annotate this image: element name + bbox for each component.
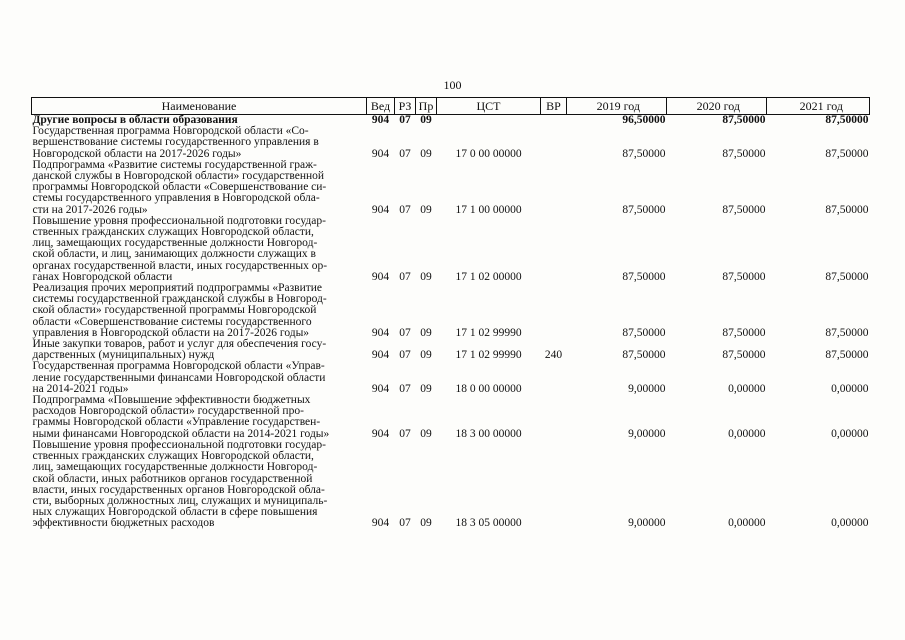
row-pr: 09	[420, 147, 432, 160]
row-2021: 87,50000	[825, 203, 869, 216]
row-name-line: Повышение уровня профессиональной подготовки государ-	[32, 438, 326, 451]
row-ved: 904	[371, 147, 390, 160]
row-2021: 87,50000	[825, 114, 869, 126]
row-name-line: ственных гражданских служащих Новгородской области,	[32, 450, 314, 463]
row-name-line: стемы государственного управления в Новгородской обла-	[32, 192, 320, 205]
row-rz: 07	[399, 270, 411, 283]
row-name-line: сти, выборных должностных лиц, служащих и муниципаль-	[32, 494, 328, 507]
row-name	[32, 160, 367, 216]
row-vr	[541, 126, 567, 160]
row-2021: 0,00000	[831, 427, 869, 440]
table-row	[32, 440, 870, 530]
row-rz: 07	[399, 349, 411, 362]
row-2020: 87,50000	[722, 326, 766, 339]
row-2021: 0,00000	[831, 382, 869, 395]
header-2021: 2021 год	[767, 98, 870, 115]
row-rz: 07	[399, 114, 411, 126]
table-row	[32, 126, 870, 160]
row-pr: 09	[420, 427, 432, 440]
row-cst: 18 3 00 00000	[455, 427, 522, 440]
row-rz: 07	[399, 382, 411, 395]
row-name-line: ганах Новгородской области	[32, 270, 173, 283]
row-name-line: Другие вопросы в области образования	[32, 114, 238, 126]
row-2020: 87,50000	[722, 114, 766, 126]
table-row	[32, 160, 870, 216]
table-row	[32, 361, 870, 395]
table-row	[32, 395, 870, 440]
row-name-line: на 2014-2021 годы»	[32, 382, 129, 395]
row-name	[32, 361, 367, 395]
row-pr: 09	[420, 203, 432, 216]
row-pr: 09	[420, 326, 432, 339]
row-cst: 17 1 02 00000	[455, 270, 522, 283]
row-name-line: системы государственной гражданской службы в Новгород-	[32, 293, 327, 306]
header-rz: РЗ	[395, 98, 416, 115]
table-body	[32, 115, 870, 530]
row-vr	[541, 361, 567, 395]
table-row	[32, 283, 870, 339]
row-name-line: ных служащих Новгородской области в сфере повышения	[32, 506, 318, 519]
row-name	[32, 216, 367, 283]
row-ved: 904	[371, 326, 390, 339]
header-2019: 2019 год	[567, 98, 667, 115]
row-pr: 09	[420, 114, 432, 126]
header-ved: Вед	[367, 98, 395, 115]
row-2020: 0,00000	[728, 517, 766, 530]
row-name-line: граммы Новгородской области «Управление государствен-	[32, 416, 321, 429]
row-pr: 09	[420, 349, 432, 362]
row-name-line: Повышение уровня профессиональной подготовки государ-	[32, 214, 326, 227]
row-vr	[541, 283, 567, 339]
row-ved: 904	[371, 349, 390, 362]
row-2019: 96,50000	[622, 114, 666, 126]
row-2020: 0,00000	[728, 382, 766, 395]
row-name-line: ственных гражданских служащих Новгородской области,	[32, 226, 314, 239]
row-2021: 87,50000	[825, 349, 869, 362]
row-cst: 18 0 00 00000	[455, 382, 522, 395]
row-vr	[541, 160, 567, 216]
budget-table	[31, 97, 870, 530]
row-2020: 87,50000	[722, 270, 766, 283]
row-name-line: Подпрограмма «Развитие системы государственной граж-	[32, 158, 317, 171]
table-row	[32, 216, 870, 283]
row-name-line: сти на 2017-2026 годы»	[32, 203, 148, 216]
row-2019: 87,50000	[622, 349, 666, 362]
row-pr: 09	[420, 382, 432, 395]
row-rz: 07	[399, 326, 411, 339]
row-name	[32, 283, 367, 339]
row-name-line: эффективности бюджетных расходов	[32, 517, 215, 530]
row-2020: 87,50000	[722, 203, 766, 216]
table-row	[32, 339, 870, 361]
row-pr: 09	[420, 270, 432, 283]
page-number: 100	[443, 78, 462, 92]
row-2019: 9,00000	[628, 427, 666, 440]
row-cst: 17 0 00 00000	[455, 147, 522, 160]
row-name-line: Государственная программа Новгородской области «Со-	[32, 125, 309, 138]
row-name-line: ской области, иных работников органов государственной	[32, 472, 313, 485]
row-ved: 904	[371, 517, 390, 530]
row-pr: 09	[420, 517, 432, 530]
row-vr: 240	[544, 349, 563, 362]
row-name-line: управления в Новгородской области на 2017-2026 годы»	[32, 326, 310, 339]
row-name-line: ской области, и лиц, занимающих должности служащих в	[32, 248, 316, 261]
row-name-line: ными финансами Новгородской области на 2014-2021 годы»	[32, 427, 330, 440]
row-2021: 87,50000	[825, 147, 869, 160]
row-name-line: вершенствование системы государственного управления в	[32, 136, 319, 149]
row-name	[32, 395, 367, 440]
row-rz: 07	[399, 427, 411, 440]
row-vr	[541, 395, 567, 440]
row-rz: 07	[399, 203, 411, 216]
row-name-line: Реализация прочих мероприятий подпрограммы «Развитие	[32, 282, 323, 295]
row-2019: 9,00000	[628, 517, 666, 530]
row-name-line: данской службы в Новгородской области» государственной	[32, 170, 325, 183]
row-2020: 87,50000	[722, 147, 766, 160]
row-cst: 17 1 02 99990	[455, 349, 522, 362]
row-2019: 9,00000	[628, 382, 666, 395]
row-name-line: области «Совершенствование системы государственного	[32, 315, 312, 328]
row-ved: 904	[371, 270, 390, 283]
header-pr: Пр	[416, 98, 437, 115]
row-2020: 0,00000	[728, 427, 766, 440]
row-cst	[437, 115, 541, 127]
row-name	[32, 126, 367, 160]
row-name-line: лиц, замещающих государственные должности Новгород-	[32, 461, 318, 474]
row-name-line: Иные закупки товаров, работ и услуг для обеспечения госу-	[32, 338, 327, 351]
row-ved: 904	[371, 203, 390, 216]
row-2021: 87,50000	[825, 270, 869, 283]
row-name-line: программы Новгородской области «Совершенствование си-	[32, 181, 327, 194]
row-2019: 87,50000	[622, 147, 666, 160]
row-vr	[541, 440, 567, 530]
header-cst: ЦСТ	[437, 98, 541, 115]
row-rz: 07	[399, 517, 411, 530]
row-name	[32, 440, 367, 530]
row-2020: 87,50000	[722, 349, 766, 362]
row-name-line: Новгородской области на 2017-2026 годы»	[32, 147, 242, 160]
row-ved: 904	[371, 114, 390, 126]
row-2019: 87,50000	[622, 203, 666, 216]
header-name: Наименование	[32, 98, 367, 115]
row-vr	[541, 216, 567, 283]
row-ved: 904	[371, 382, 390, 395]
row-cst: 17 1 02 99990	[455, 326, 522, 339]
row-vr	[541, 115, 567, 127]
row-name-line: ской области» государственной программы Новгородской	[32, 304, 317, 317]
header-2020: 2020 год	[667, 98, 767, 115]
row-name-line: Подпрограмма «Повышение эффективности бюджетных	[32, 394, 311, 407]
table-header-row	[32, 98, 870, 115]
row-cst: 18 3 05 00000	[455, 517, 522, 530]
row-name-line: расходов Новгородской области» государственной про-	[32, 405, 304, 418]
row-name-line: лиц, замещающих государственные должности Новгород-	[32, 237, 318, 250]
row-name	[32, 339, 367, 361]
row-ved: 904	[371, 427, 390, 440]
row-2021: 87,50000	[825, 326, 869, 339]
row-rz: 07	[399, 147, 411, 160]
header-vr: ВР	[541, 98, 567, 115]
row-2019: 87,50000	[622, 326, 666, 339]
row-name-line: Государственная программа Новгородской области «Управ-	[32, 360, 325, 373]
row-2019: 87,50000	[622, 270, 666, 283]
row-name-line: власти, иных государственных органов Новгородской обла-	[32, 483, 325, 496]
row-name-line: органах государственной власти, иных государственных ор-	[32, 259, 328, 272]
row-name-line: ление государственными финансами Новгородской области	[32, 371, 326, 384]
row-2021: 0,00000	[831, 517, 869, 530]
row-name-line: дарственных (муниципальных) нужд	[32, 349, 215, 362]
row-cst: 17 1 00 00000	[455, 203, 522, 216]
